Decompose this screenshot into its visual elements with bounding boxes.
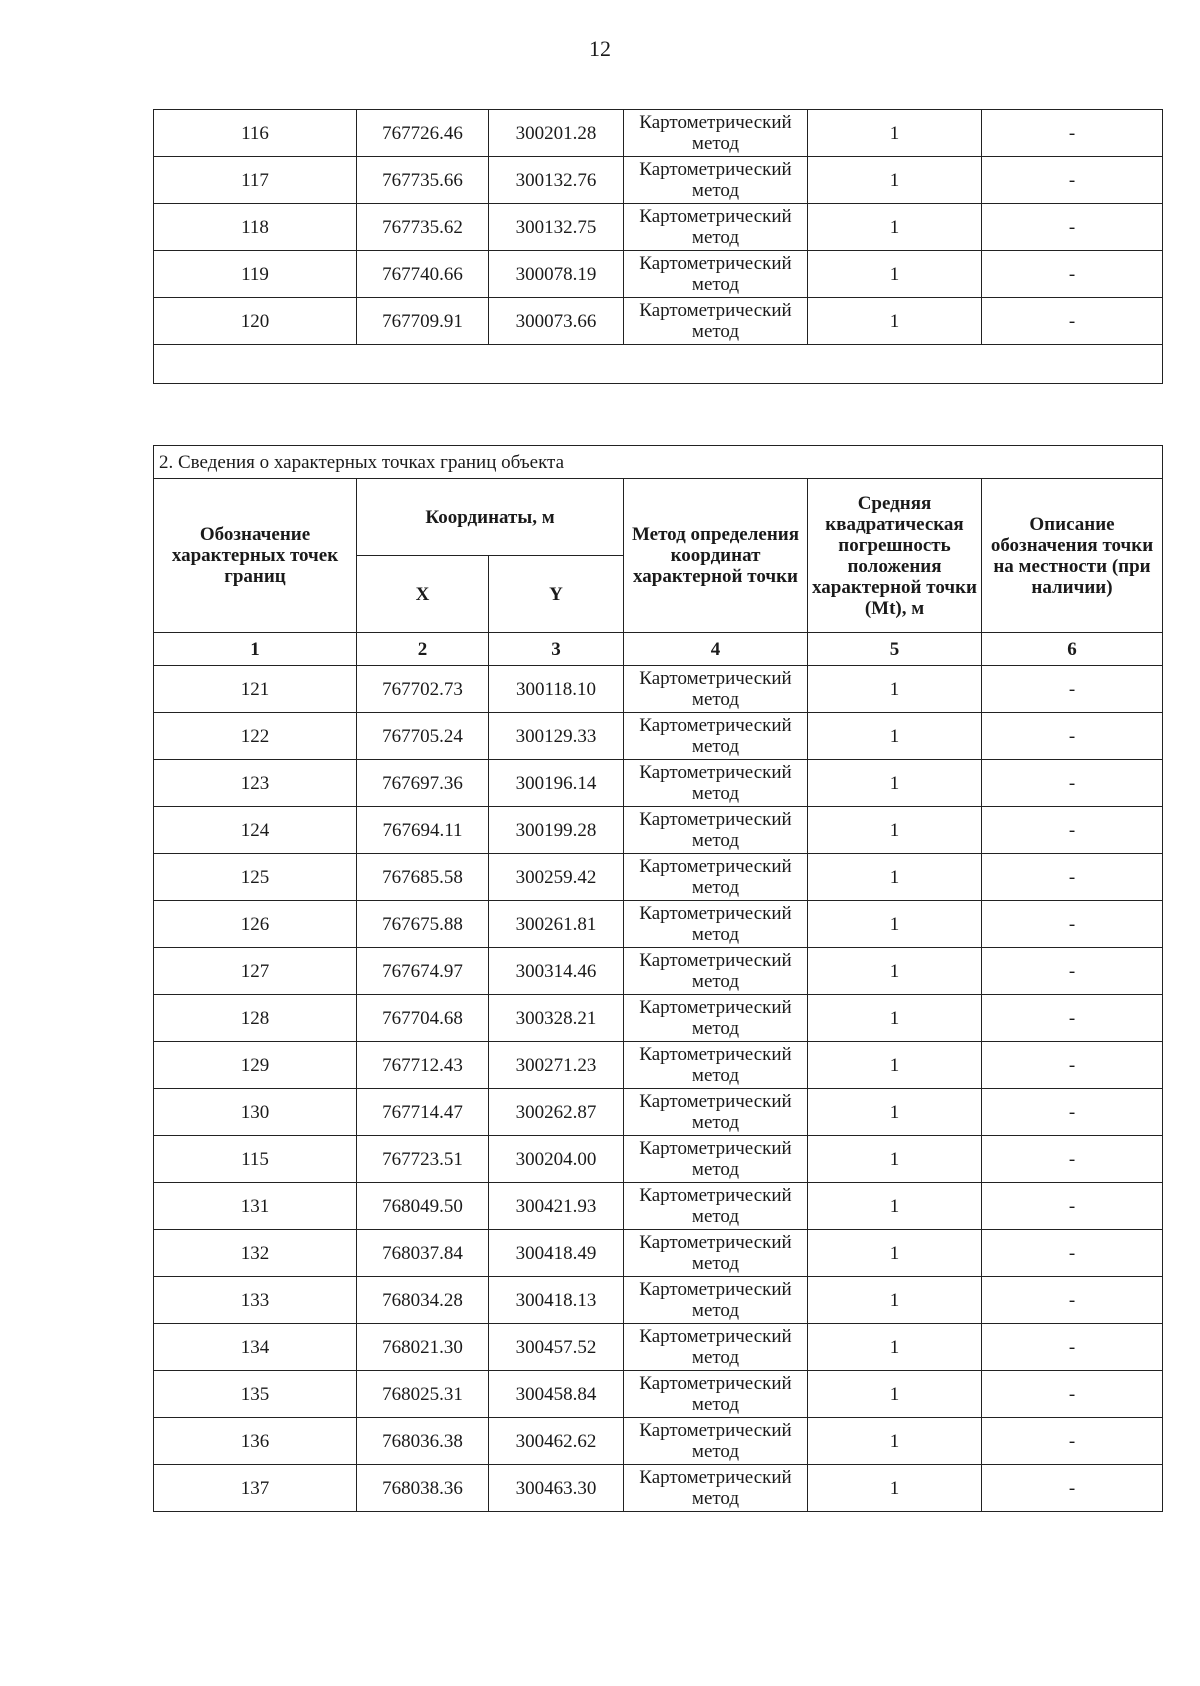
mt-cell: 1: [808, 1371, 982, 1418]
method-line-2: метод: [691, 830, 740, 851]
point-cell: 128: [154, 995, 357, 1042]
point-cell: 123: [154, 760, 357, 807]
table-caption: 2. Сведения о характерных точках границ объекта: [154, 446, 1163, 479]
x-coordinate-cell: 768021.30: [357, 1324, 489, 1371]
method-line-2: метод: [691, 1112, 740, 1133]
description-cell: -: [982, 1324, 1163, 1371]
y-coordinate-cell: 300259.42: [489, 854, 624, 901]
x-coordinate-cell: 768038.36: [357, 1465, 489, 1512]
method-line-1: Картометрический: [639, 809, 792, 830]
x-coordinate-cell: 768049.50: [357, 1183, 489, 1230]
boundary-points-table: [153, 445, 1163, 1512]
description-cell: -: [982, 1042, 1163, 1089]
description-cell: -: [982, 760, 1163, 807]
table-row: [154, 760, 1163, 807]
description-cell: -: [982, 854, 1163, 901]
point-cell: 126: [154, 901, 357, 948]
y-coordinate-cell: 300129.33: [489, 713, 624, 760]
x-coordinate-cell: 767702.73: [357, 666, 489, 713]
x-coordinate-cell: 767694.11: [357, 807, 489, 854]
y-coordinate-cell: 300418.49: [489, 1230, 624, 1277]
method-line-1: Картометрический: [639, 1232, 792, 1253]
method-cell: [624, 1230, 808, 1277]
point-cell: 122: [154, 713, 357, 760]
method-line-2: метод: [691, 1347, 740, 1368]
table-row: [154, 110, 1163, 157]
method-cell: [624, 1324, 808, 1371]
method-cell: [624, 1089, 808, 1136]
point-cell: 124: [154, 807, 357, 854]
description-cell: -: [982, 1136, 1163, 1183]
column-number: 3: [489, 633, 624, 666]
x-coordinate-cell: 768034.28: [357, 1277, 489, 1324]
description-cell: -: [982, 948, 1163, 995]
table-row: [154, 666, 1163, 713]
column-number: 1: [154, 633, 357, 666]
point-cell: 130: [154, 1089, 357, 1136]
table-row: [154, 1418, 1163, 1465]
description-cell: -: [982, 666, 1163, 713]
method-cell: [624, 1042, 808, 1089]
y-coordinate-cell: 300196.14: [489, 760, 624, 807]
y-coordinate-cell: 300078.19: [489, 251, 624, 298]
method-line-1: Картометрический: [639, 950, 792, 971]
header-y: Y: [489, 556, 624, 633]
method-line-1: Картометрический: [639, 1467, 792, 1488]
x-coordinate-cell: 767704.68: [357, 995, 489, 1042]
mt-cell: 1: [808, 713, 982, 760]
y-coordinate-cell: 300271.23: [489, 1042, 624, 1089]
table-row: [154, 1277, 1163, 1324]
point-cell: 129: [154, 1042, 357, 1089]
method-line-2: метод: [691, 180, 740, 201]
mt-cell: 1: [808, 1465, 982, 1512]
mt-cell: 1: [808, 995, 982, 1042]
y-coordinate-cell: 300073.66: [489, 298, 624, 345]
x-coordinate-cell: 767714.47: [357, 1089, 489, 1136]
mt-cell: 1: [808, 807, 982, 854]
method-cell: [624, 1418, 808, 1465]
method-line-2: метод: [691, 227, 740, 248]
method-cell: [624, 901, 808, 948]
mt-cell: 1: [808, 1418, 982, 1465]
method-line-1: Картометрический: [639, 762, 792, 783]
table-row: [154, 1371, 1163, 1418]
method-cell: [624, 1277, 808, 1324]
method-line-2: метод: [691, 689, 740, 710]
table-main-body: [154, 666, 1163, 1512]
method-line-1: Картометрический: [639, 253, 792, 274]
point-cell: 121: [154, 666, 357, 713]
point-cell: 131: [154, 1183, 357, 1230]
page-number: 12: [589, 36, 611, 61]
x-coordinate-cell: 767735.62: [357, 204, 489, 251]
point-cell: 119: [154, 251, 357, 298]
point-cell: 136: [154, 1418, 357, 1465]
description-cell: -: [982, 110, 1163, 157]
description-cell: -: [982, 1418, 1163, 1465]
description-cell: -: [982, 901, 1163, 948]
y-coordinate-cell: 300199.28: [489, 807, 624, 854]
y-coordinate-cell: 300132.75: [489, 204, 624, 251]
method-line-1: Картометрический: [639, 1091, 792, 1112]
point-cell: 125: [154, 854, 357, 901]
method-line-2: метод: [691, 1065, 740, 1086]
point-cell: 133: [154, 1277, 357, 1324]
point-cell: 132: [154, 1230, 357, 1277]
x-coordinate-cell: 768025.31: [357, 1371, 489, 1418]
description-cell: -: [982, 1277, 1163, 1324]
x-coordinate-cell: 767709.91: [357, 298, 489, 345]
point-cell: 137: [154, 1465, 357, 1512]
method-cell: [624, 298, 808, 345]
method-cell: [624, 807, 808, 854]
mt-cell: 1: [808, 110, 982, 157]
method-line-2: метод: [691, 1300, 740, 1321]
method-line-1: Картометрический: [639, 856, 792, 877]
point-cell: 117: [154, 157, 357, 204]
table-row: [154, 901, 1163, 948]
table-row: [154, 1230, 1163, 1277]
x-coordinate-cell: 767740.66: [357, 251, 489, 298]
mt-cell: 1: [808, 901, 982, 948]
x-coordinate-cell: 767697.36: [357, 760, 489, 807]
description-cell: -: [982, 713, 1163, 760]
mt-cell: 1: [808, 854, 982, 901]
point-cell: 116: [154, 110, 357, 157]
y-coordinate-cell: 300457.52: [489, 1324, 624, 1371]
y-coordinate-cell: 300118.10: [489, 666, 624, 713]
table-row: [154, 157, 1163, 204]
method-cell: [624, 110, 808, 157]
table-row: [154, 1183, 1163, 1230]
mt-cell: 1: [808, 251, 982, 298]
y-coordinate-cell: 300462.62: [489, 1418, 624, 1465]
mt-cell: 1: [808, 1136, 982, 1183]
method-line-2: метод: [691, 1394, 740, 1415]
description-cell: -: [982, 157, 1163, 204]
description-cell: -: [982, 1230, 1163, 1277]
table-row: [154, 204, 1163, 251]
y-coordinate-cell: 300201.28: [489, 110, 624, 157]
mt-cell: 1: [808, 1230, 982, 1277]
mt-cell: 1: [808, 204, 982, 251]
method-line-1: Картометрический: [639, 159, 792, 180]
description-cell: -: [982, 807, 1163, 854]
point-cell: 120: [154, 298, 357, 345]
mt-cell: 1: [808, 1277, 982, 1324]
mt-cell: 1: [808, 298, 982, 345]
method-cell: [624, 157, 808, 204]
mt-cell: 1: [808, 157, 982, 204]
method-cell: [624, 1183, 808, 1230]
method-cell: [624, 666, 808, 713]
y-coordinate-cell: 300418.13: [489, 1277, 624, 1324]
description-cell: -: [982, 298, 1163, 345]
description-cell: -: [982, 995, 1163, 1042]
y-coordinate-cell: 300421.93: [489, 1183, 624, 1230]
header-mt: Средняя квадратическая погрешность положения характерной точки (Mt), м: [808, 479, 982, 633]
method-line-2: метод: [691, 1253, 740, 1274]
x-coordinate-cell: 768037.84: [357, 1230, 489, 1277]
method-cell: [624, 713, 808, 760]
method-line-1: Картометрический: [639, 112, 792, 133]
header-x: X: [357, 556, 489, 633]
column-number: 6: [982, 633, 1163, 666]
method-line-2: метод: [691, 971, 740, 992]
x-coordinate-cell: 767685.58: [357, 854, 489, 901]
method-line-1: Картометрический: [639, 668, 792, 689]
y-coordinate-cell: 300458.84: [489, 1371, 624, 1418]
y-coordinate-cell: 300328.21: [489, 995, 624, 1042]
description-cell: -: [982, 1183, 1163, 1230]
mt-cell: 1: [808, 760, 982, 807]
method-line-1: Картометрический: [639, 1420, 792, 1441]
method-line-2: метод: [691, 321, 740, 342]
header-point: Обозначение характерных точек границ: [154, 479, 357, 633]
table-row: [154, 807, 1163, 854]
column-number: 5: [808, 633, 982, 666]
y-coordinate-cell: 300262.87: [489, 1089, 624, 1136]
empty-cell: [154, 345, 1163, 384]
description-cell: -: [982, 251, 1163, 298]
method-line-2: метод: [691, 1018, 740, 1039]
method-line-1: Картометрический: [639, 997, 792, 1018]
method-line-2: метод: [691, 736, 740, 757]
method-line-2: метод: [691, 274, 740, 295]
method-line-1: Картометрический: [639, 1373, 792, 1394]
method-line-2: метод: [691, 1441, 740, 1462]
table-top-body: [154, 110, 1163, 345]
point-cell: 134: [154, 1324, 357, 1371]
x-coordinate-cell: 767723.51: [357, 1136, 489, 1183]
table-row: [154, 995, 1163, 1042]
method-line-2: метод: [691, 924, 740, 945]
table-row: [154, 1324, 1163, 1371]
description-cell: -: [982, 1089, 1163, 1136]
coordinates-table-continued: [153, 109, 1163, 384]
description-cell: -: [982, 1371, 1163, 1418]
x-coordinate-cell: 767726.46: [357, 110, 489, 157]
y-coordinate-cell: 300314.46: [489, 948, 624, 995]
x-coordinate-cell: 767675.88: [357, 901, 489, 948]
method-line-2: метод: [691, 783, 740, 804]
mt-cell: 1: [808, 948, 982, 995]
header-coordinates: Координаты, м: [357, 479, 624, 556]
table-row: [154, 1089, 1163, 1136]
method-cell: [624, 854, 808, 901]
empty-row: [154, 345, 1163, 384]
method-line-1: Картометрический: [639, 1279, 792, 1300]
method-line-1: Картометрический: [639, 1044, 792, 1065]
header-description: Описание обозначения точки на местности (при наличии): [982, 479, 1163, 633]
description-cell: -: [982, 1465, 1163, 1512]
point-cell: 135: [154, 1371, 357, 1418]
mt-cell: 1: [808, 1324, 982, 1371]
column-number: 2: [357, 633, 489, 666]
y-coordinate-cell: 300204.00: [489, 1136, 624, 1183]
method-line-2: метод: [691, 1206, 740, 1227]
table-row: [154, 1465, 1163, 1512]
point-cell: 115: [154, 1136, 357, 1183]
x-coordinate-cell: 767674.97: [357, 948, 489, 995]
table-row: [154, 1136, 1163, 1183]
method-cell: [624, 1371, 808, 1418]
point-cell: 118: [154, 204, 357, 251]
method-cell: [624, 995, 808, 1042]
method-line-1: Картометрический: [639, 1138, 792, 1159]
method-line-1: Картометрический: [639, 1326, 792, 1347]
x-coordinate-cell: 767712.43: [357, 1042, 489, 1089]
table-row: [154, 854, 1163, 901]
table-row: [154, 948, 1163, 995]
method-line-1: Картометрический: [639, 715, 792, 736]
mt-cell: 1: [808, 1089, 982, 1136]
method-line-2: метод: [691, 1159, 740, 1180]
method-cell: [624, 1465, 808, 1512]
mt-cell: 1: [808, 1183, 982, 1230]
method-cell: [624, 948, 808, 995]
table-row: [154, 1042, 1163, 1089]
method-line-1: Картометрический: [639, 300, 792, 321]
method-cell: [624, 760, 808, 807]
x-coordinate-cell: 768036.38: [357, 1418, 489, 1465]
method-line-1: Картометрический: [639, 1185, 792, 1206]
mt-cell: 1: [808, 666, 982, 713]
table-row: [154, 298, 1163, 345]
method-line-1: Картометрический: [639, 206, 792, 227]
table-row: [154, 713, 1163, 760]
column-number: 4: [624, 633, 808, 666]
point-cell: 127: [154, 948, 357, 995]
x-coordinate-cell: 767735.66: [357, 157, 489, 204]
method-cell: [624, 204, 808, 251]
method-line-2: метод: [691, 1488, 740, 1509]
table-row: [154, 251, 1163, 298]
header-method: Метод определения координат характерной точки: [624, 479, 808, 633]
method-line-1: Картометрический: [639, 903, 792, 924]
y-coordinate-cell: 300132.76: [489, 157, 624, 204]
method-cell: [624, 1136, 808, 1183]
x-coordinate-cell: 767705.24: [357, 713, 489, 760]
method-line-2: метод: [691, 877, 740, 898]
y-coordinate-cell: 300463.30: [489, 1465, 624, 1512]
mt-cell: 1: [808, 1042, 982, 1089]
method-line-2: метод: [691, 133, 740, 154]
method-cell: [624, 251, 808, 298]
y-coordinate-cell: 300261.81: [489, 901, 624, 948]
description-cell: -: [982, 204, 1163, 251]
